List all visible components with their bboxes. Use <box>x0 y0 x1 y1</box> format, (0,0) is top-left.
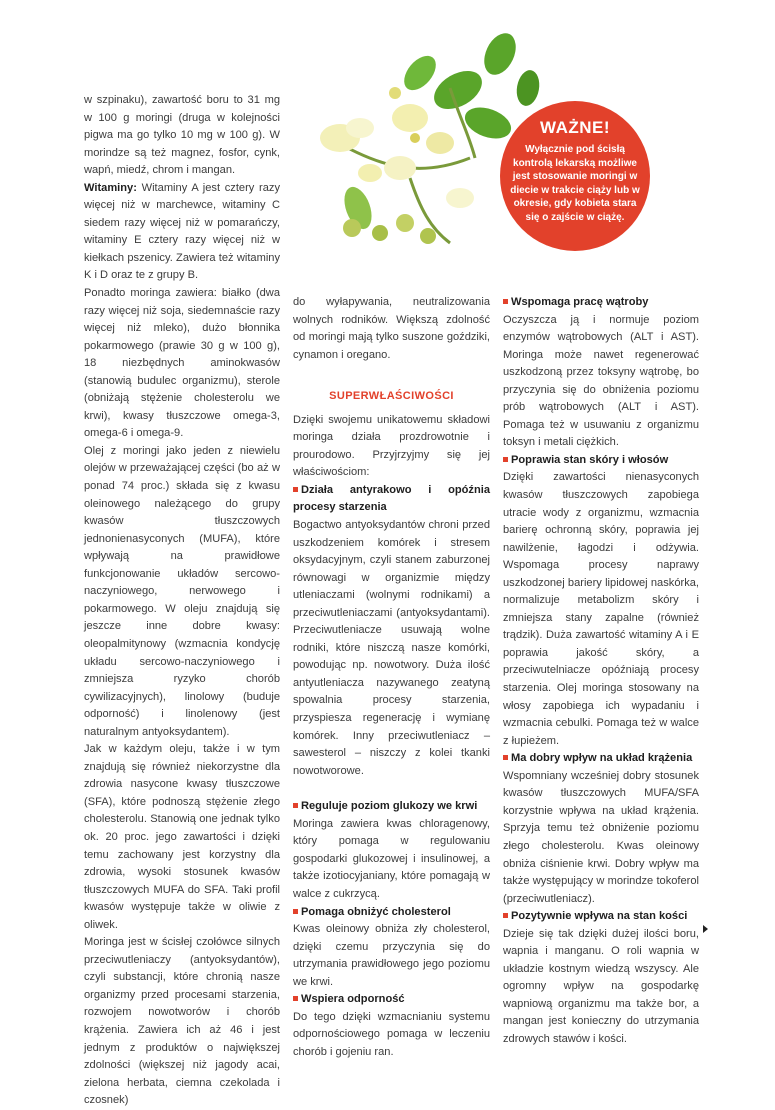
continue-arrow-icon <box>703 925 708 933</box>
paragraph: do wyłapywania, neutralizowania wolnych rodników. Większą zdolność od moringi mają tylko suszone goździki, cynamon i oregano. <box>293 296 490 361</box>
paragraph <box>84 180 280 285</box>
column-3 <box>503 294 699 1049</box>
paragraph: Jak w każdym oleju, także i w tym znajdują się również niekorzystne dla zdrowia nasycone kwasy tłuszczowe (SFA), które podnoszą stężenie złego cholesterolu. Stanowią one jednak tylko ok. 20 proc. jego zawartości i dzięki temu zachowany jest korzystny dla zdrowia, wysoki stosunek kwasów tłuszczowych MUFA do SFA. Taki profil kwasów występuje także w oliwie z oliwek. <box>84 743 280 931</box>
paragraph: Kwas oleinowy obniża zły cholesterol, dzięki czemu przyczynia się do utrzymania prawidłowego jego poziomu we krwi. <box>293 923 490 988</box>
subheading: Wspiera odporność <box>293 991 490 1009</box>
bullet-square-icon <box>293 803 298 808</box>
subheading: Działa antyrakowo i opóźnia procesy starzenia <box>293 483 490 514</box>
paragraph: w szpinaku), zawartość boru to 31 mg w 100 g moringi (druga w kolejności pigwa ma go tylko 10 mg w 100 g). W morindze są też magnez, fosfor, cynk, wapń, miedź, chrom i mangan. <box>84 94 280 177</box>
subheading: Pozytywnie wpływa na stan kości <box>503 908 699 926</box>
paragraph: Bogactwo antyoksydantów chroni przed uszkodzeniem komórek i stresem oksydacyjnym, czyli stanem zaburzonej równowagi w organizmie między utleniaczami (wolnymi rodnikami) a przeciwutleniaczami (antyoksydantami). Przeciwutleniacze usuwają wolne rodniki, które niszczą nasze komórki, powodując np. nowotwory. Duża ilość antyutleniacza nazywanego zeatyną spowalnia procesy starzenia, przyspiesza regenerację i wymianę komórek. Inny przeciwutleniacz – sawesterol – niszczy z kolei tkanki nowotworowe. <box>293 519 490 777</box>
paragraph: Olej z moringi jako jeden z niewielu olejów w przeważającej części (bo aż w ponad 74 proc.) składa się z kwasu oleinowego należącego do grupy kwasów tłuszczowych jednonienasyconych (MUFA), które wpływają na prawidłowe funkcjonowanie układów sercowo-naczyniowego, nerwowego i pokarmowego. W oleju znajdują się jeszcze inne dobre kwasy: oleopalmitynowy (wzmacnia kondycję układu sercowo-naczyniowego i zmniejsza ryzyko chorób cywilizacyjnych), linolowy (buduje odporność) i linolenowy (jest naturalnym antyoksydantem). <box>84 444 280 738</box>
bullet-square-icon <box>503 913 508 918</box>
subheading: Wspomaga pracę wątroby <box>503 294 699 312</box>
paragraph: Oczyszcza ją i normuje poziom enzymów wątrobowych (ALT i AST). Moringa może nawet regenerować uszkodzoną przez toksyny wątrobę, bo przyczynia się do obniżenia poziomu prób wątrobowych (ALT i AST). Pomaga też w usuwaniu z organizmu toksyn i metali ciężkich. <box>503 313 699 449</box>
paragraph: Dzięki zawartości nienasyconych kwasów tłuszczowych zapobiega utracie wody z organizmu, wzmacnia barierę ochronną skóry, poprawia jej nawilżenie, łagodzi i odżywia. Wspomaga procesy naprawy uszkodzonej bariery lipidowej naskórka, normalizuje metabolizm skóry i zmniejsza stany zapalne (również trądzik). Duża zawartość witaminy A i E poprawia jakość skóry, a przeciwutelniacze opóźniają procesy starzenia. Olej moringa stosowany na włosy zapobiega ich wypadaniu i wzmacnia cebulki. Pomaga też w walce z łupieżem. <box>503 471 699 747</box>
column-1 <box>84 92 280 1110</box>
vitamins-label: Witaminy: <box>84 181 137 194</box>
paragraph: Wspomniany wcześniej dobry stosunek kwasów tłuszczowych MUFA/SFA korzystnie wpływa na układ krążenia. Sprzyja temu też obniżenie poziomu złego cholesterolu. Kwas oleinowy obniża ciśnienie krwi. Dobry wpływ ma także występujący w morindze tokoferol (przeciwutleniacz). <box>503 769 699 905</box>
bullet-square-icon <box>293 487 298 492</box>
bullet-square-icon <box>503 755 508 760</box>
subheading: Reguluje poziom glukozy we krwi <box>293 798 490 816</box>
subheading: Ma dobry wpływ na układ krążenia <box>503 750 699 768</box>
bullet-square-icon <box>503 299 508 304</box>
paragraph: Moringa jest w ścisłej czołówce silnych przeciwutleniaczy (antyoksydantów), czyli substancji, które chronią nasze organizmy przed procesami starzenia, rozwojem nowotworów i chorób krążenia. Zawiera ich aż 46 i jest jednym z produktów o największej zdolności (większej niż jagody acai, zielona herbata, ciemna czekolada i czosnek) <box>84 936 280 1107</box>
paragraph: Dzieje się tak dzięki dużej ilości boru, wapnia i manganu. O roli wapnia w układzie kostnym wiedzą wszyscy. Ale ogromny wpływ na gospodarkę wapniową organizmu ma także bor, a mangan jest konieczny do utrzymania zdrowych stawów i kości. <box>503 927 699 1045</box>
badge-title: WAŻNE! <box>539 118 611 137</box>
paragraph: Dzięki swojemu unikatowemu składowi moringa działa prozdrowotnie i prourodowo. Przyjrzyjmy się jej właściwościom: <box>293 413 490 479</box>
bullet-square-icon <box>503 457 508 462</box>
paragraph: Ponadto moringa zawiera: białko (dwa razy więcej niż soja, siedemnaście razy więcej niż mleko), dużo błonnika pokarmowego (prawie 30 g w 100 g), 18 niezbędnych aminokwasów (stanowią budulec organizmu), sterole (obniżają stężenie cholesterolu we krwi), kwasy tłuszczowe omega-3, omega-6 i omega-9. <box>84 287 280 440</box>
important-badge <box>500 101 650 251</box>
badge-text: Wyłącznie pod ścisłą kontrolą lekarską możliwe jest stosowanie moringi w diecie w trakcie ciąży lub w okresie, gdy kobieta stara się o zajście w ciążę. <box>510 144 640 223</box>
subheading: Pomaga obniżyć cholesterol <box>293 904 490 922</box>
bullet-square-icon <box>293 909 298 914</box>
section-title: SUPERWŁAŚCIWOŚCI <box>329 390 454 403</box>
paragraph: Do tego dzięki wzmacnianiu systemu odpornościowego pomaga w leczeniu chorób i gojeniu ran. <box>293 1010 490 1058</box>
column-2 <box>293 294 490 1061</box>
subheading: Poprawia stan skóry i włosów <box>503 452 699 470</box>
bullet-square-icon <box>293 996 298 1001</box>
paragraph: Moringa zawiera kwas chloragenowy, który pomaga w regulowaniu gospodarki glukozowej i insulinowej, a także izotiocyjaniany, które pomagają w walce z cukrzycą. <box>293 817 490 900</box>
vitamins-text: Witaminy A jest cztery razy więcej niż w marchewce, witaminy C siedem razy więcej niż w pomarańczy, witaminy E cztery razy więcej niż w kiełkach pszenicy. Zawiera też witaminy K i D oraz te z grupy B. <box>84 181 280 282</box>
